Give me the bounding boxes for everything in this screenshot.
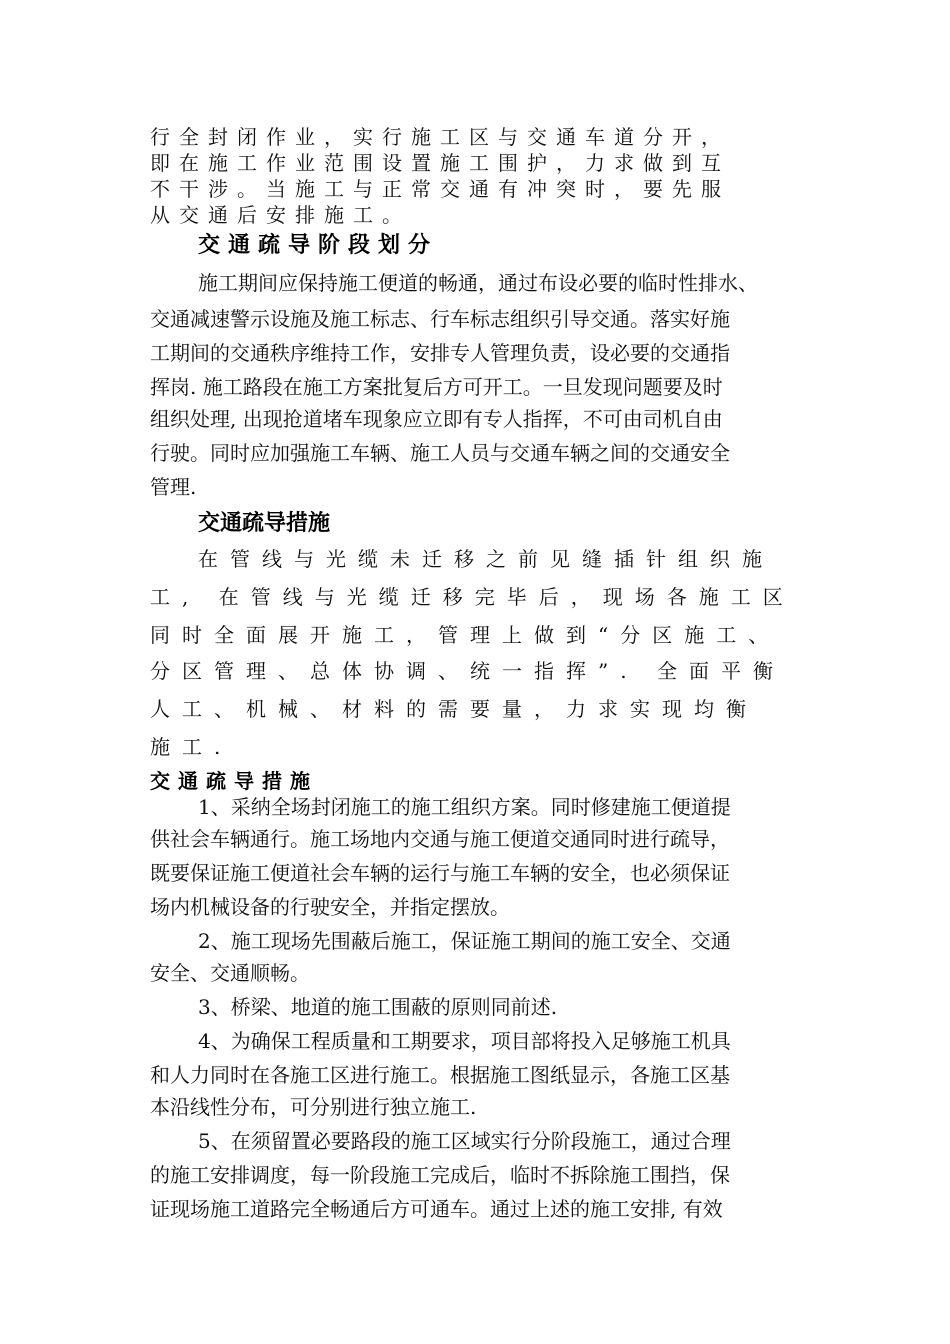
paragraph-line: 工期间的交通秩序维持工作，安排专人管理负责，设必要的交通指 (150, 341, 730, 365)
paragraph-line: 在管线与光缆未迁移之前见缝插针组织施 (198, 547, 774, 571)
paragraph-line: 供社会车辆通行。施工场地内交通与施工便道交通同时进行疏导， (150, 827, 730, 851)
paragraph-line: 既要保证施工便道社会车辆的运行与施工车辆的安全，也必须保证 (150, 861, 730, 885)
paragraph-line: 即在施工作业范围设置施工围护，力求做到互 (150, 151, 730, 175)
paragraph-line: 和人力同时在各施工区进行施工。根据施工图纸显示，各施工区基 (150, 1063, 730, 1087)
paragraph-line: 同时全面展开施工，管理上做到“分区施工、 (150, 623, 781, 647)
paragraph-line: 工, 在管线与光缆迁移完毕后，现场各施工区 (150, 585, 795, 609)
paragraph-line: 行驶。同时应加强施工车辆、施工人员与交通车辆之间的交通安全 (150, 441, 730, 465)
section-heading: 交通疏导措施 (198, 511, 331, 536)
paragraph-line: 3、桥梁、地道的施工围蔽的原则同前述. (198, 995, 558, 1019)
paragraph-line: 2、施工现场先围蔽后施工，保证施工期间的施工安全、交通 (198, 929, 731, 953)
paragraph-line: 4、为确保工程质量和工期要求，项目部将投入足够施工机具 (198, 1029, 731, 1053)
paragraph-line: 从交通后安排施工。 (150, 203, 411, 227)
section-heading: 交通疏导措施 (150, 769, 318, 793)
paragraph-line: 本沿线性分布，可分别进行独立施工. (150, 1095, 477, 1119)
paragraph-line: 场内机械设备的行驶安全，并指定摆放。 (150, 895, 510, 919)
paragraph-line: 人工、机械、材料的需要量，力求实现均衡 (150, 697, 758, 721)
paragraph-line: 挥岗. 施工路段在施工方案批复后方可开工。一旦发现问题要及时 (150, 375, 723, 399)
paragraph-line: 的施工安排调度，每一阶段施工完成后，临时不拆除施工围挡，保 (150, 1163, 730, 1187)
paragraph-line: 证现场施工道路完全畅通后方可通车。通过上述的施工安排, 有效 (150, 1197, 723, 1221)
paragraph-line: 安全、交通顺畅。 (150, 961, 310, 985)
section-heading: 交通疏导阶段划分 (198, 233, 439, 258)
paragraph-line: 施工期间应保持施工便道的畅通，通过布设必要的临时性排水、 (198, 271, 758, 295)
paragraph-line: 施工. (150, 735, 233, 759)
paragraph-line: 1、采纳全场封闭施工的施工组织方案。同时修建施工便道提 (198, 795, 731, 819)
paragraph-line: 5、在须留置必要路段的施工区域实行分阶段施工，通过合理 (198, 1129, 731, 1153)
paragraph-line: 组织处理, 出现抢道堵车现象应立即有专人指挥，不可由司机自由 (150, 407, 723, 431)
paragraph-line: 管理. (150, 475, 197, 499)
paragraph-line: 行全封闭作业，实行施工区与交通车道分开， (150, 125, 730, 149)
paragraph-line: 交通减速警示设施及施工标志、行车标志组织引导交通。落实好施 (150, 307, 730, 331)
paragraph-line: 分区管理、总体协调、统一指挥”. 全面平衡 (150, 659, 785, 683)
paragraph-line: 不干涉。当施工与正常交通有冲突时，要先服 (150, 177, 730, 201)
